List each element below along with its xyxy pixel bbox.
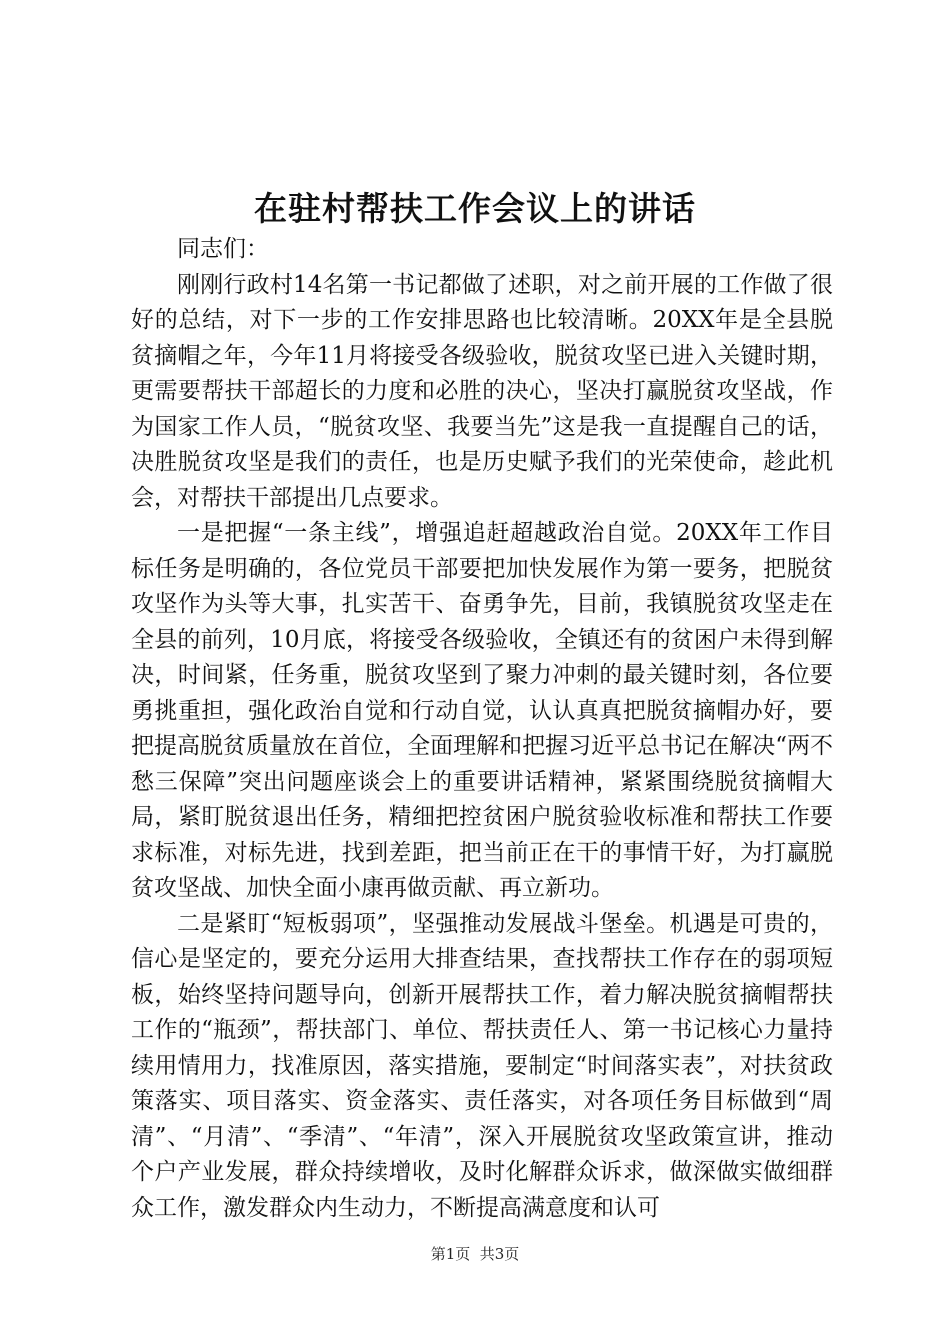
document-title: 在驻村帮扶工作会议上的讲话 xyxy=(254,189,696,228)
body-paragraph-point-one: 一是把握“一条主线”，增强追赶超越政治自觉。20XX年工作目标任务是明确的，各位党员干部要把加快发展作为第一要务，把脱贫攻坚作为头等大事，扎实苦干、奋勇争先，目前，我镇脱贫攻坚走在全县的前列，10月底，将接受各级验收，全镇还有的贫困户未得到解决，时间紧，任务重，脱贫攻坚到了聚力冲刺的最关键时刻，各位要勇挑重担，强化政治自觉和行动自觉，认认真真把脱贫摘帽办好，要把提高脱贫质量放在首位，全面理解和把握习近平总书记在解决“两不愁三保障”突出问题座谈会上的重要讲话精神，紧紧围绕脱贫摘帽大局，紧盯脱贫退出任务，精细把控贫困户脱贫验收标准和帮扶工作要求标准，对标先进，找到差距，把当前正在干的事情干好，为打赢脱贫攻坚战、加快全面小康再做贡献、再立新功。 xyxy=(131,520,833,901)
page-footer xyxy=(0,1244,950,1264)
document-body xyxy=(131,232,833,1226)
body-paragraph-intro: 刚刚行政村14名第一书记都做了述职，对之前开展的工作做了很好的总结，对下一步的工作安排思路也比较清晰。20XX年是全县脱贫摘帽之年，今年11月将接受各级验收，脱贫攻坚已进入关键时期，更需要帮扶干部超长的力度和必胜的决心，坚决打赢脱贫攻坚战，作为国家工作人员，“脱贫攻坚、我要当先”这是我一直提醒自己的话，决胜脱贫攻坚是我们的责任，也是历史赋予我们的光荣使命，趁此机会，对帮扶干部提出几点要求。 xyxy=(131,271,833,511)
body-paragraph-point-two: 二是紧盯“短板弱项”，坚强推动发展战斗堡垒。机遇是可贵的，信心是坚定的，要充分运用大排查结果，查找帮扶工作存在的弱项短板，始终坚持问题导向，创新开展帮扶工作，着力解决脱贫摘帽帮扶工作的“瓶颈”，帮扶部门、单位、帮扶责任人、第一书记核心力量持续用情用力，找准原因，落实措施，要制定“时间落实表”，对扶贫政策落实、项目落实、资金落实、责任落实，对各项任务目标做到“周清”、“月清”、“季清”、“年清”，深入开展脱贫攻坚政策宣讲，推动个户产业发展，群众持续增收，及时化解群众诉求，做深做实做细群众工作，激发群众内生动力，不断提高满意度和认可 xyxy=(131,910,833,1221)
page-number-label: 第1页 共3页 xyxy=(430,1245,520,1263)
salutation-paragraph: 同志们： xyxy=(177,236,269,262)
